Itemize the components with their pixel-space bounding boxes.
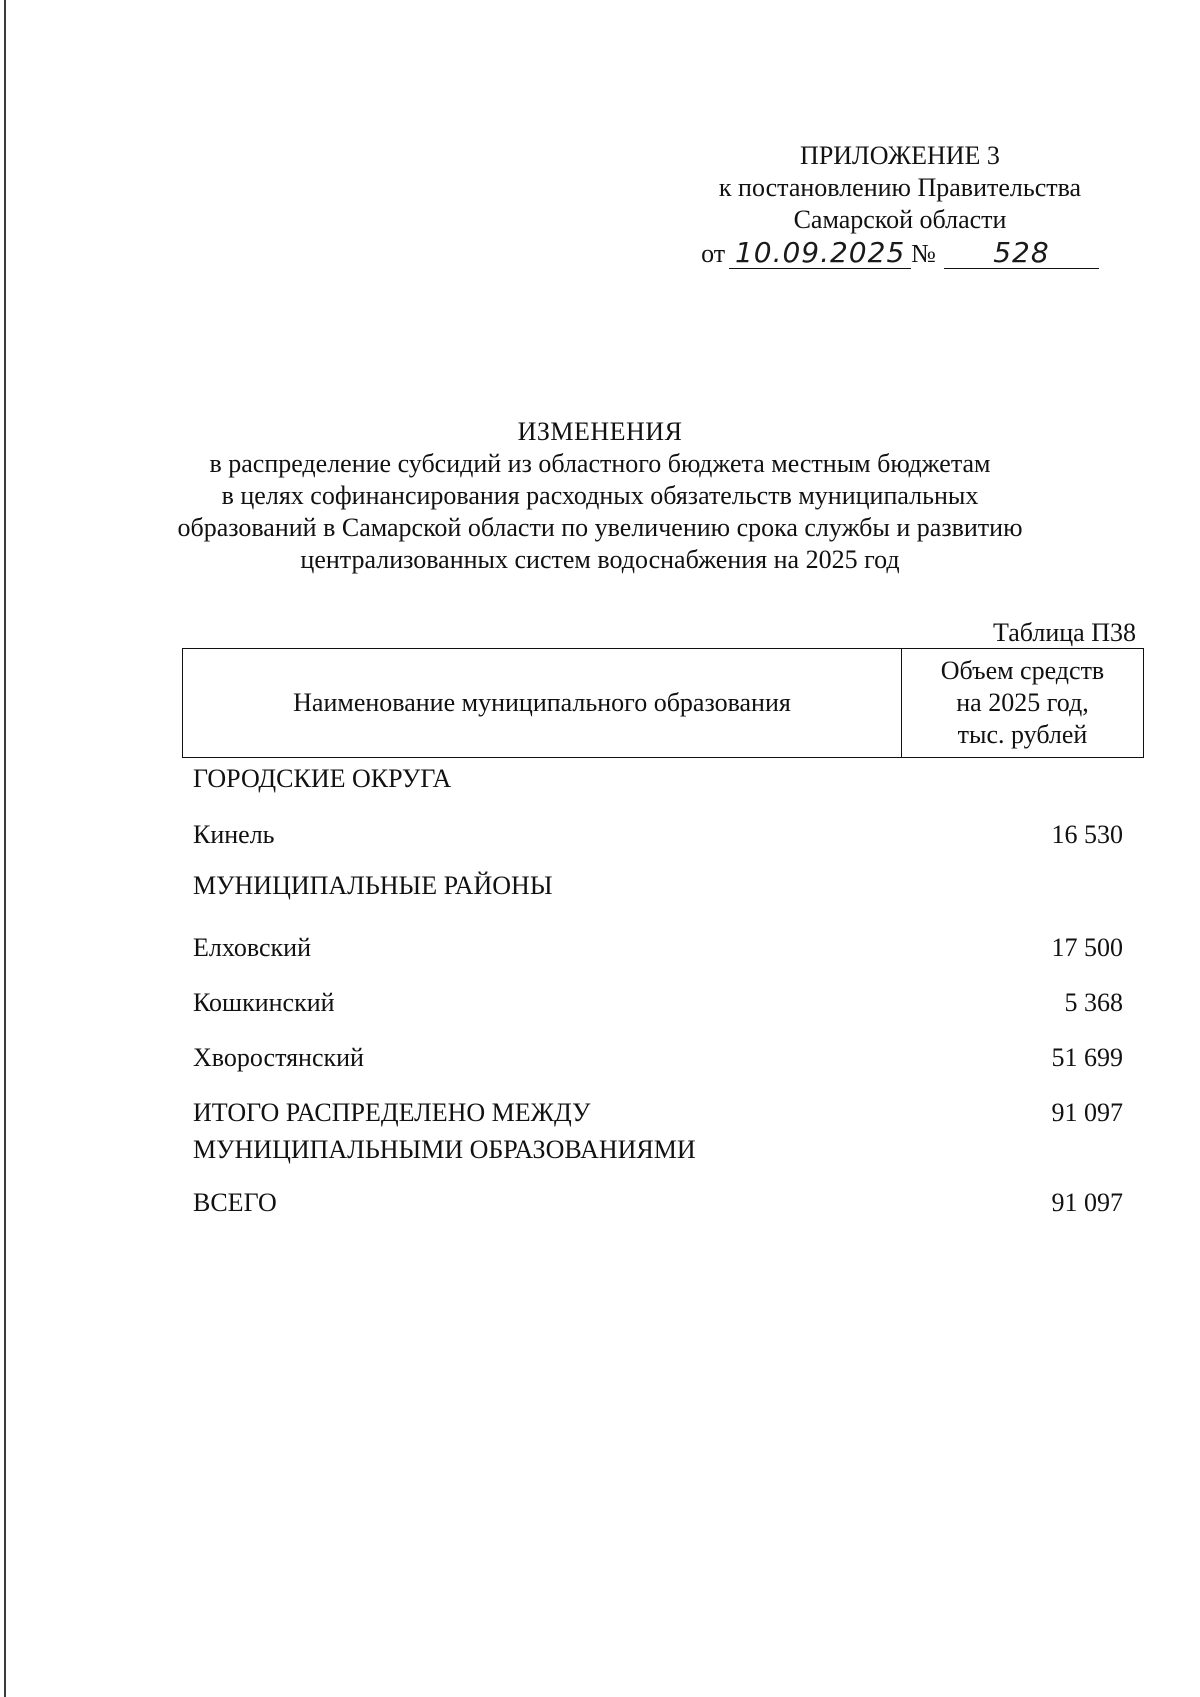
section-urban-districts: ГОРОДСКИЕ ОКРУГА <box>193 764 452 793</box>
total-distributed-line-1: ИТОГО РАСПРЕДЕЛЕНО МЕЖДУ <box>193 1098 591 1127</box>
header-amount-line-3: тыс. рублей <box>957 720 1088 749</box>
table-header <box>182 648 1144 758</box>
appendix-title: ПРИЛОЖЕНИЕ 3 <box>800 141 1000 170</box>
table-label: Таблица П38 <box>993 618 1136 647</box>
header-municipality-name: Наименование муниципального образования <box>183 649 902 757</box>
date-prefix: от <box>701 239 726 268</box>
section-municipal-districts: МУНИЦИПАЛЬНЫЕ РАЙОНЫ <box>193 871 553 900</box>
row-value-khvorostyansky: 51 699 <box>1051 1043 1123 1072</box>
row-name-kinel: Кинель <box>193 820 275 849</box>
row-name-koshkinsky: Кошкинский <box>193 988 335 1017</box>
row-name-total-distributed <box>193 1096 793 1166</box>
row-name-elkhovsky: Елховский <box>193 933 311 962</box>
header-amount-line-1: Объем средств <box>940 656 1105 685</box>
document-heading <box>150 416 1050 576</box>
row-value-total-distributed: 91 097 <box>1051 1098 1123 1127</box>
header-amount <box>902 649 1143 757</box>
heading-line-2: в целях софинансирования расходных обязательств муниципальных <box>221 481 979 510</box>
page-edge-line <box>4 0 6 1697</box>
row-value-kinel: 16 530 <box>1051 820 1123 849</box>
region-name: Самарской области <box>793 205 1007 234</box>
header-amount-line-2: на 2025 год, <box>956 688 1089 717</box>
heading-line-3: образований в Самарской области по увеличению срока службы и развитию <box>177 513 1023 542</box>
number-sign: № <box>911 239 936 268</box>
date-number-line <box>680 238 1120 270</box>
total-distributed-line-2: МУНИЦИПАЛЬНЫМИ ОБРАЗОВАНИЯМИ <box>193 1135 696 1164</box>
resolution-reference: к постановлению Правительства <box>718 173 1082 202</box>
heading-title: ИЗМЕНЕНИЯ <box>517 417 683 446</box>
row-value-grand-total: 91 097 <box>1051 1188 1123 1217</box>
row-value-koshkinsky: 5 368 <box>1064 988 1123 1017</box>
row-value-elkhovsky: 17 500 <box>1051 933 1123 962</box>
heading-line-4: централизованных систем водоснабжения на 2025 год <box>300 545 900 574</box>
handwritten-number: 528 <box>944 238 1099 269</box>
handwritten-date: 10.09.2025 <box>729 238 911 269</box>
heading-line-1: в распределение субсидий из областного бюджета местным бюджетам <box>209 449 991 478</box>
row-name-grand-total: ВСЕГО <box>193 1188 277 1217</box>
row-name-khvorostyansky: Хворостянский <box>193 1043 364 1072</box>
approval-block <box>680 140 1120 270</box>
